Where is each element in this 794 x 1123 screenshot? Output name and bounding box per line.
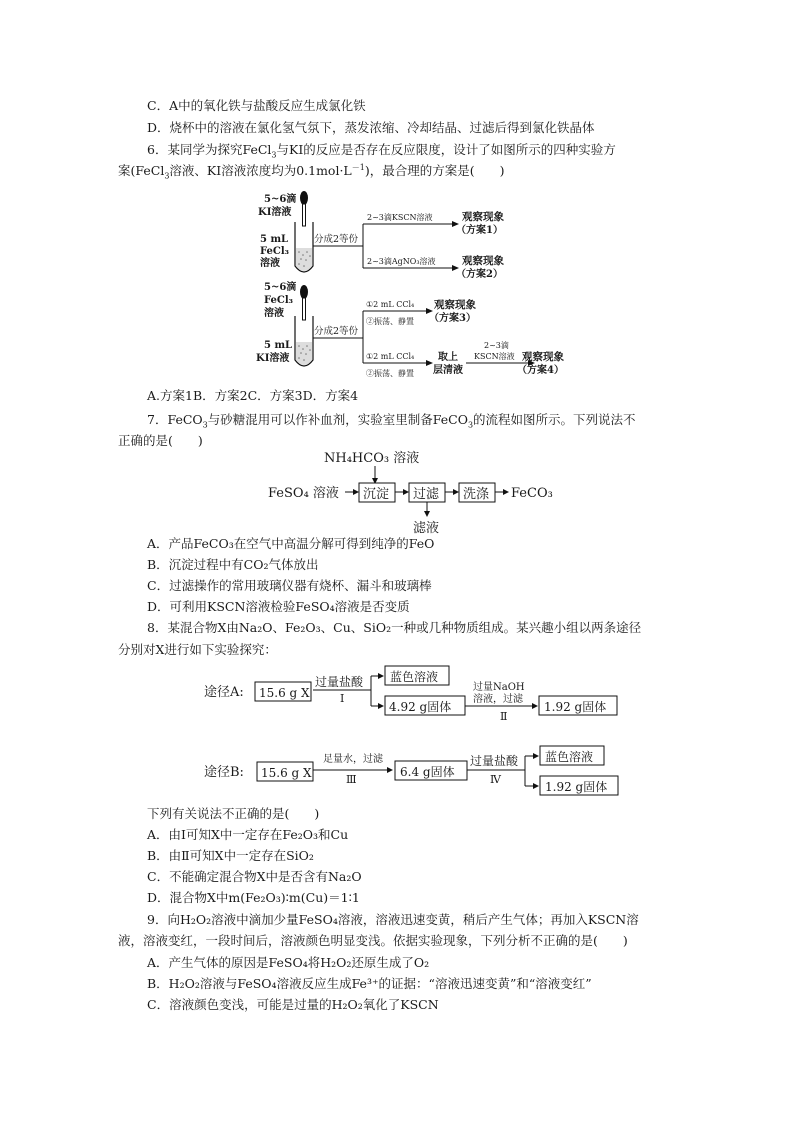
q7-option-d: D．可利用KSCN溶液检验FeSO₄溶液是否变质 (147, 599, 410, 614)
q8-option-a: A．由Ⅰ可知X中一定存在Fe₂O₃和Cu (147, 827, 349, 842)
route-b-blue-label: 蓝色溶液 (545, 750, 594, 764)
flow-filtrate: 滤液 (413, 521, 440, 536)
plan4-label: （方案4） (517, 365, 564, 376)
route-a-sample-label: 15.6 g X (259, 686, 310, 700)
route-a-step2: Ⅱ (500, 710, 508, 723)
q7-option-c: C．过滤操作的常用玻璃仪器有烧杯、漏斗和玻璃棒 (147, 578, 432, 593)
route-b-reagent2: 过量盐酸 (470, 754, 519, 768)
bottom-drop-solution: 溶液 (264, 308, 284, 319)
q5-option-c: C．A中的氧化铁与盐酸反应生成氯化铁 (147, 98, 366, 113)
bottom-split-label: 分成2等份 (314, 326, 359, 337)
route-b-solid3-label: 6.4 g固体 (400, 765, 455, 779)
route-a-label: 途径A: (204, 685, 244, 700)
q7-stem-line1: 7．FeCO$_3$与砂糖混用可以作补血剂，实验室里制备FeCO$_3$的流程如图所示。下列说法不 (147, 412, 636, 430)
reagent-agno3: 2~3滴AgNO₃溶液 (367, 257, 436, 266)
flow-box-filter-label: 过滤 (413, 487, 440, 502)
observe-plan3: 观察现象 (434, 299, 476, 311)
bottom-drop-reagent: FeCl₃ (264, 295, 294, 306)
observe-plan1: 观察现象 (462, 211, 504, 223)
route-b-sample-label: 15.6 g X (261, 766, 312, 780)
route-a-reagent: 过量盐酸 (315, 675, 364, 689)
top-drop-amount: 5~6滴 (264, 194, 297, 205)
q8-ask: 下列有关说法不正确的是( ) (147, 806, 320, 821)
q7-option-b: B．沉淀过程中有CO₂气体放出 (147, 557, 319, 572)
q7-flowchart (262, 444, 562, 536)
top-drop-reagent: KI溶液 (258, 207, 292, 218)
q9-option-a: A．产生气体的原因是FeSO₄将H₂O₂还原生成了O₂ (147, 955, 430, 970)
q7-stem-line2: 正确的是( ) (118, 433, 203, 448)
q6-options: A.方案1B．方案2C．方案3D．方案4 (147, 388, 359, 403)
plan3-shake: ②振荡、静置 (366, 317, 414, 326)
q8-stem-line2: 分别对X进行如下实验探究： (118, 642, 277, 657)
q9-stem-line1: 9．向H₂O₂溶液中滴加少量FeSO₄溶液，溶液迅速变黄，稍后产生气体；再加入KSCN溶 (147, 912, 639, 927)
route-b-step3: Ⅲ (346, 773, 357, 786)
flow-product: FeCO₃ (511, 486, 553, 501)
bottom-drop-amount: 5~6滴 (264, 282, 297, 293)
plan4-take-line2: 层清液 (433, 365, 463, 376)
test-tube-icon (295, 316, 313, 366)
plan4-kscn-amount: 2~3滴 (484, 341, 509, 350)
dropper-icon (300, 191, 308, 226)
q8-figure (200, 662, 620, 800)
plan4-shake: ②振荡、静置 (366, 369, 414, 378)
q6-stem-line2: 案(FeCl$_3$溶液、KI溶液浓度均为$0.1mol\cdot L^{-1}$)，最合理的方案是( ) (118, 162, 505, 181)
q9-stem-line2: 液，溶液变红，一段时间后，溶液颜色明显变浅。依据实验现象，下列分析不正确的是( ) (118, 933, 628, 948)
route-a-blue-label: 蓝色溶液 (390, 670, 439, 684)
q8-option-c: C．不能确定混合物X中是否含有Na₂O (147, 869, 362, 884)
top-tube-reagent: FeCl₃ (260, 246, 290, 257)
plan4-kscn-reagent: KSCN溶液 (474, 352, 515, 361)
top-tube-volume: 5 mL (260, 234, 289, 245)
observe-plan2: 观察现象 (462, 255, 504, 267)
route-a-naoh2: 溶液，过滤 (473, 694, 523, 705)
route-a-solid2-label: 1.92 g固体 (544, 700, 607, 714)
plan3-ccl4: ①2 mL CCl₄ (366, 300, 415, 309)
observe-plan4: 观察现象 (522, 351, 564, 363)
route-a-step1: Ⅰ (340, 692, 345, 705)
reagent-kscn: 2~3滴KSCN溶液 (367, 213, 433, 222)
plan2-label: （方案2） (456, 269, 503, 280)
q5-option-d: D．烧杯中的溶液在氯化氢气氛下，蒸发浓缩、冷却结晶、过滤后得到氯化铁晶体 (147, 120, 595, 135)
top-split-label: 分成2等份 (314, 234, 359, 245)
flow-box-wash-label: 洗涤 (463, 487, 490, 502)
q8-option-d: D．混合物X中m(Fe₂O₃)∶m(Cu)＝1∶1 (147, 890, 360, 905)
bottom-tube-volume: 5 mL (264, 340, 293, 351)
q8-stem-line1: 8．某混合物X由Na₂O、Fe₂O₃、Cu、SiO₂一种或几种物质组成。某兴趣小组以两条途径 (147, 620, 642, 635)
route-a-solid1-label: 4.92 g固体 (389, 700, 452, 714)
top-tube-solution: 溶液 (260, 258, 280, 269)
q9-option-c: C．溶液颜色变浅，可能是过量的H₂O₂氧化了KSCN (147, 997, 439, 1012)
route-a-naoh1: 过量NaOH (473, 682, 525, 693)
flow-box-precipitate-label: 沉淀 (363, 487, 390, 502)
dropper-icon (300, 285, 308, 320)
route-b-solid2-label: 1.92 g固体 (545, 780, 608, 794)
flow-reagent: NH₄HCO₃ 溶液 (324, 451, 420, 466)
flow-start: FeSO₄ 溶液 (268, 486, 339, 501)
route-b-step4: Ⅳ (490, 773, 501, 786)
route-b-reagent: 足量水，过滤 (323, 754, 383, 765)
test-tube-icon (295, 222, 313, 272)
q6-figure (250, 186, 580, 382)
q7-option-a: A．产品FeCO₃在空气中高温分解可得到纯净的FeO (147, 536, 435, 551)
plan4-ccl4: ①2 mL CCl₄ (366, 352, 415, 361)
plan1-label: （方案1） (456, 225, 503, 236)
q8-option-b: B．由Ⅱ可知X中一定存在SiO₂ (147, 848, 314, 863)
q9-option-b: B．H₂O₂溶液与FeSO₄溶液反应生成Fe³⁺的证据：“溶液迅速变黄”和“溶液变红” (147, 976, 592, 991)
plan4-take-line1: 取上 (438, 352, 458, 363)
route-b-label: 途径B: (204, 765, 244, 780)
bottom-tube-reagent: KI溶液 (256, 353, 290, 364)
q6-stem-line1: 6．某同学为探究FeCl$_3$与KI的反应是否存在反应限度，设计了如图所示的四种实验方 (147, 142, 616, 160)
plan3-label: （方案3） (429, 313, 476, 324)
